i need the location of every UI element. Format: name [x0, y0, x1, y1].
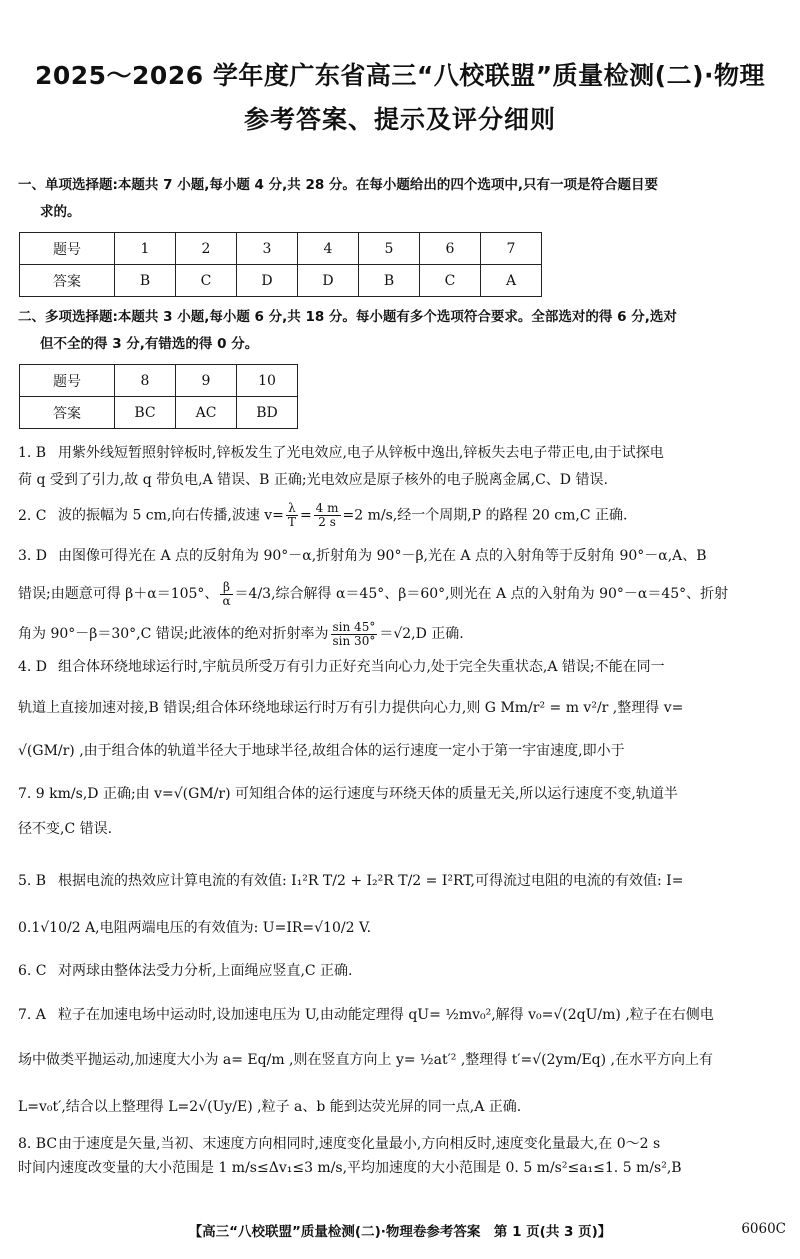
question-number: 5. B	[18, 873, 47, 889]
section2-answer-table	[19, 364, 298, 429]
fraction: $\frac{\sin 45^\circ}{\sin 30^\circ}$	[332, 619, 376, 648]
question-number: 2. C	[18, 507, 47, 524]
solution-q3: 3. D 由图像可得光在 A 点的反射角为 90°－α,折射角为 90°－β,光在 A 点的入射角等于反射角 90°－α,A、B 错误;由题意可得 β＋α＝105°、 $\frac{\beta}{\alpha}$ ＝4/3,综合解得 α＝45°、β＝60°,则光在 A 点的入射角为 90°－α＝45°、折射 角为 90°－β＝30°,C 错误;此液体的绝对折射率为 $\frac{\sin 45^\circ}{\sin 30^\circ}$ ＝√2,D 正确.	[18, 542, 784, 648]
page-title: 2025～2026 学年度广东省高三“八校联盟”质量检测(二)·物理	[34, 61, 766, 90]
table-row	[20, 265, 542, 297]
row-label: 题号	[20, 365, 115, 397]
solution-q2: 2. C 波的振幅为 5 cm,向右传播,波速 v= $\frac{\lambda}{T}$ = $\frac{4 m}{2 s}$ =2 m/s,经一个周期,P 的路程 20 cm,C 正确.	[18, 501, 628, 529]
question-number: 6. C	[18, 963, 47, 979]
table-cell: AC	[176, 397, 237, 429]
section2-heading: 二、多项选择题:本题共 3 小题,每小题 6 分,共 18 分。每小题有多个选项符合要求。全部选对的得 6 分,选对 但不全的得 3 分,有错选的得 0 分。	[18, 309, 677, 352]
table-cell: 3	[237, 233, 298, 265]
question-number: 4. D	[18, 659, 48, 675]
document-code: 6060C	[741, 1221, 786, 1237]
solution-q8: 8. BC由于速度是矢量,当初、末速度方向相同时,速度变化量最小,方向相反时,速度变化量最大,在 0～2 s 时间内速度改变量的大小范围是 1 m/s≤Δv₁≤3 m/s,平均加速度的大小范围是 0. 5 m/s²≤a₁≤1. 5 m/s²,B	[18, 1132, 784, 1180]
solution-q1: 1. B 用紫外线短暂照射锌板时,锌板发生了光电效应,电子从锌板中逸出,锌板失去电子带正电,由于试探电 荷 q 受到了引力,故 q 带负电,A 错误、B 正确;光电效应是原子核外的电子脱离金属,C、D 错误.	[18, 440, 784, 494]
table-cell: 9	[176, 365, 237, 397]
solution-q5: 5. B 根据电流的热效应计算电流的有效值: I₁²R T/2 + I₂²R T/2 = I²RT,可得流过电阻的电流的有效值: I= 0.1√10/2 A,电阻两端电压的有效值为: U=IR=√10/2 V.	[18, 868, 784, 942]
table-cell: 4	[298, 233, 359, 265]
row-label: 题号	[20, 233, 115, 265]
question-number: 7. A	[18, 1007, 46, 1023]
page-footer: 【高三“八校联盟”质量检测(二)·物理卷参考答案 第 1 页(共 3 页)】	[188, 1224, 612, 1240]
table-cell: 8	[115, 365, 176, 397]
table-cell: A	[481, 265, 542, 297]
solution-q6: 6. C 对两球由整体法受力分析,上面绳应竖直,C 正确.	[18, 958, 784, 985]
table-cell: 1	[115, 233, 176, 265]
section1-heading: 一、单项选择题:本题共 7 小题,每小题 4 分,共 28 分。在每小题给出的四个选项中,只有一项是符合题目要 求的。	[18, 177, 659, 220]
table-cell: B	[115, 265, 176, 297]
question-number: 8. BC	[18, 1136, 58, 1152]
table-row	[20, 397, 298, 429]
table-cell: C	[176, 265, 237, 297]
solution-q7: 7. A 粒子在加速电场中运动时,设加速电压为 U,由动能定理得 qU= ½mv₀²,解得 v₀=√(2qU/m) ,粒子在右侧电 场中做类平抛运动,加速度大小为 a= Eq/m ,则在竖直方向上 y= ½at′² ,整理得 t′=√(2ym/Eq) ,在水平方向上有 L=v₀t′,结合以上整理得 L=2√(Uy/E) ,粒子 a、b 能到达荧光屏的同一点,A 正确.	[18, 1002, 784, 1121]
section1-answer-table	[19, 232, 542, 297]
table-cell: 6	[420, 233, 481, 265]
row-label: 答案	[20, 265, 115, 297]
table-cell: D	[237, 265, 298, 297]
question-number: 1. B	[18, 445, 47, 461]
table-row	[20, 365, 298, 397]
page-subtitle: 参考答案、提示及评分细则	[243, 105, 556, 134]
table-cell: 7	[481, 233, 542, 265]
fraction: $\frac{\lambda}{T}$	[287, 501, 296, 529]
table-cell: 5	[359, 233, 420, 265]
row-label: 答案	[20, 397, 115, 429]
table-row	[20, 233, 542, 265]
table-cell: BD	[237, 397, 298, 429]
table-cell: 10	[237, 365, 298, 397]
fraction: $\frac{4 m}{2 s}$	[315, 501, 339, 529]
table-cell: 2	[176, 233, 237, 265]
solution-q4: 4. D 组合体环绕地球运行时,宇航员所受万有引力正好充当向心力,处于完全失重状态,A 错误;不能在同一 轨道上直接加速对接,B 错误;组合体环绕地球运行时万有引力提供向心力,则 G Mm/r² = m v²/r ,整理得 v= √(GM/r) ,由于组合体的轨道半径大于地球半径,故组合体的运行速度一定小于第一宇宙速度,即小于 7. 9 km/s,D 正确;由 v=√(GM/r) 可知组合体的运行速度与环绕天体的质量无关,所以运行速度不变,轨道半 径不变,C 错误.	[18, 654, 784, 843]
table-cell: D	[298, 265, 359, 297]
fraction: $\frac{\beta}{\alpha}$	[222, 579, 231, 608]
question-number: 3. D	[18, 548, 48, 564]
table-cell: B	[359, 265, 420, 297]
table-cell: BC	[115, 397, 176, 429]
table-cell: C	[420, 265, 481, 297]
